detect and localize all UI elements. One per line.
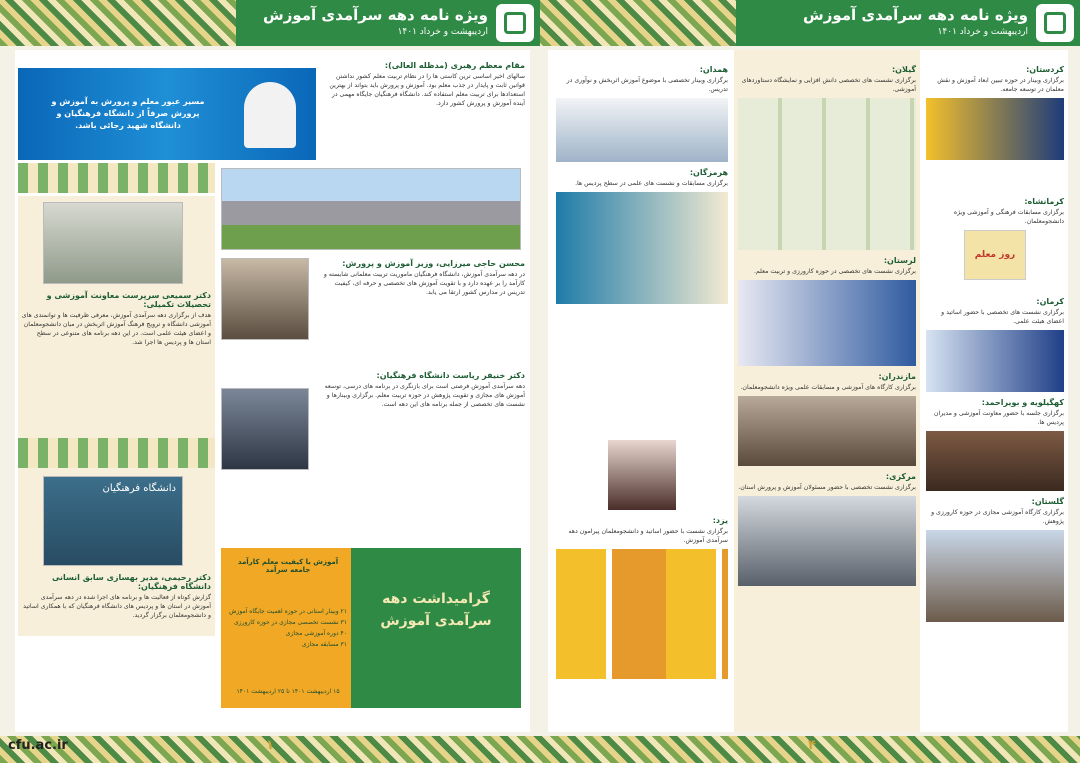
right-header-subtitle: اردیبهشت و خرداد ۱۴۰۱ [937,27,1028,37]
gilan-posters [738,98,916,250]
president-heading: دکتر خنیفر ریاست دانشگاه فرهنگیان: [376,371,525,380]
leader-quote-banner [18,68,316,160]
rahimi-text: گزارش کوتاه از فعالیت ها و برنامه های اجرا شده در دهه سرآمدی آموزش در استان ها و پردیس های دانشگاه فرهنگیان که با همکاری اساتید و دانشجومعلمان برگزار گردید. [23,594,211,619]
left-header-subtitle: اردیبهشت و خرداد ۱۴۰۱ [397,27,488,37]
poster-item: ۲۱ وبینار استانی در حوزه اهمیت جایگاه آموزش [229,608,347,615]
province-text: برگزاری وبینار تخصصی با موضوع آموزش اثربخش و نوآوری در تدریس. [566,77,728,93]
left-column [556,62,728,702]
teacher-day-poster: روز معلم [964,230,1026,280]
yazd-portrait [608,440,676,510]
province-text: برگزاری کارگاه های آموزشی و مسابقات علمی ویژه دانشجومعلمان. [740,384,916,391]
province-text: برگزاری جلسه با حضور معاونت آموزشی و مدیران پردیس ها. [934,410,1064,426]
left-header-title: ویژه نامه دهه سرآمدی آموزش [263,6,488,24]
province-text: برگزاری نشست تخصصی با حضور مسئولان آموزش و پرورش استان. [738,484,916,491]
hormozgan-posters [556,192,728,304]
left-header [236,0,540,46]
deputy-heading: دکتر سمیعی سرپرست معاونت آموزشی و تحصیلات تکمیلی: [46,291,211,309]
deputy-section [21,288,211,436]
left-page [15,50,530,732]
banner-label: دانشگاه فرهنگیان [102,483,176,494]
poster-items [229,606,347,650]
right-page-number: ۴ [808,738,816,753]
rahimi-heading: دکتر رحیمی، مدیر بهسازی سابق انسانی دانشگاه فرهنگیان: [51,573,211,591]
university-logo-icon [496,4,534,42]
province-heading: گلستان: [1031,497,1064,506]
mazandaran-photo [738,396,916,466]
hamedan-screenshot [556,98,728,162]
province-heading: هرمزگان: [689,168,728,177]
leader-heading: مقام معظم رهبری (مدظله العالی): [384,61,525,70]
president-text: دهه سرآمدی آموزش فرصتی است برای بازنگری در برنامه های درسی، توسعه آموزش های مجازی و تقویت پژوهش در حوزه تربیت معلم. برگزاری وبینارها و نشست های تخصصی از جمله برنامه های این دهه است. [324,383,525,408]
province-text: برگزاری نشست های تخصصی با حضور اساتید و اعضای هیئت علمی. [941,309,1064,325]
province-heading: یزد: [712,516,728,525]
kerman-posters [926,330,1064,392]
site-url[interactable]: cfu.ac.ir [8,738,68,753]
ornament-strip [18,163,215,193]
deputy-photo [43,202,183,284]
province-heading: مازندران: [878,372,916,381]
university-logo-icon [1036,4,1074,42]
province-text: برگزاری مسابقات فرهنگی و آموزشی ویژه دانشجومعلمان. [953,209,1064,225]
rahimi-photo [43,476,183,566]
province-heading: کهگیلویه و بویراحمد: [981,398,1064,407]
poster-subtitle: آموزش با کیفیت معلم کارآمد جامعه سرآمد [237,558,339,574]
province-text: برگزاری مسابقات و نشست های علمی در سطح پردیس ها. [575,180,728,187]
leader-text: سالهای اخیر اساسی ترین کاستی ها را در نظام تربیت معلم کشور نداشتن قوانین ثابت و پایدار در جذب معلم بود. آموزش و پرورش باید بتواند از بهترین استعدادها برای تربیت معلم استفاده کند. دانشگاه فرهنگیان جایگاه مهمی در آینده آموزش و پرورش کشور دارد. [329,73,525,107]
right-page [548,50,1068,732]
province-text: برگزاری نشست با حضور اساتید و دانشجومعلمان پیرامون دهه سرآمدی آموزش. [568,528,728,544]
campus-building-photo [221,168,521,250]
province-heading: کرمانشاه: [1024,197,1064,206]
rahimi-section [21,570,211,710]
bottom-ornament-band [0,736,1080,763]
province-heading: مرکزی: [885,472,916,481]
middle-column [738,62,916,702]
golestan-photos [926,530,1064,622]
president-section [315,368,525,536]
province-heading: لرستان: [883,256,916,265]
poster-dates: ۱۵ اردیبهشت ۱۴۰۱ تا ۲۵ اردیبهشت ۱۴۰۱ [236,688,340,695]
province-text: برگزاری نشست های تخصصی در حوزه کارورزی و تربیت معلم. [753,268,916,275]
province-text: برگزاری وبینار در حوزه تبیین ابعاد آموزش و نقش معلمان در توسعه جامعه. [937,77,1064,93]
province-heading: گیلان: [891,65,916,74]
deputy-text: هدف از برگزاری دهه سرآمدی آموزش، معرفی ظرفیت ها و توانمندی های آموزشی دانشگاه و ترویج فرهنگ آموزش اثربخش در میان دانشجومعلمان و اعضای هیئت علمی است. در این دهه برنامه های متنوعی در سطح استان ها و پردیس ها اجرا شد. [21,312,211,346]
minister-photo [221,258,309,340]
left-page-number: ۱ [266,738,274,753]
yazd-posters [556,549,728,679]
minister-section [315,256,525,376]
poster-item: ۳۱ نشست تخصصی مجازی در حوزه کارورزی [233,619,347,626]
ornament-strip [18,438,215,468]
lorestan-posters [738,280,916,366]
kohgiluyeh-photos [926,431,1064,491]
right-header [736,0,1080,46]
minister-heading: محسن حاجی میرزایی، وزیر آموزش و پرورش: [342,259,525,268]
minister-text: در دهه سرآمدی آموزش، دانشگاه فرهنگیان ماموریت تربیت معلمانی شایسته و کارآمد را بر عهده دارد و با تقویت آموزش های تخصصی و حرفه ای، کیفیت تدریس در مدارس کشور ارتقا می یابد. [323,271,525,296]
kurdistan-posters [926,98,1064,160]
province-text: برگزاری کارگاه آموزشی مجازی در حوزه کارورزی و پژوهش. [931,509,1064,525]
leader-portrait [244,82,296,148]
president-photo [221,388,309,470]
province-heading: کردستان: [1026,65,1064,74]
poster-item: ۴۰ دوره آموزشی مجازی [285,630,347,637]
poster-item: ۳۱ مسابقه مجازی [301,641,347,648]
leader-quote-text: مسیر عبور معلم و پرورش به آموزش و پرورش صرفاً از دانشگاه فرهنگیان و دانشگاه شهید رجائی باشد. [51,97,205,130]
right-column [926,62,1064,702]
right-header-title: ویژه نامه دهه سرآمدی آموزش [803,6,1028,24]
province-heading: همدان: [699,65,728,74]
poster-title: گرامیداشت دهه سرآمدی آموزش [380,591,492,629]
decade-poster [221,548,521,708]
leader-section [320,58,525,158]
province-text: برگزاری نشست های تخصصی دانش افزایی و نمایشگاه دستاوردهای آموزشی. [741,77,916,93]
province-heading: کرمان: [1036,297,1064,306]
markazi-photo [738,496,916,586]
